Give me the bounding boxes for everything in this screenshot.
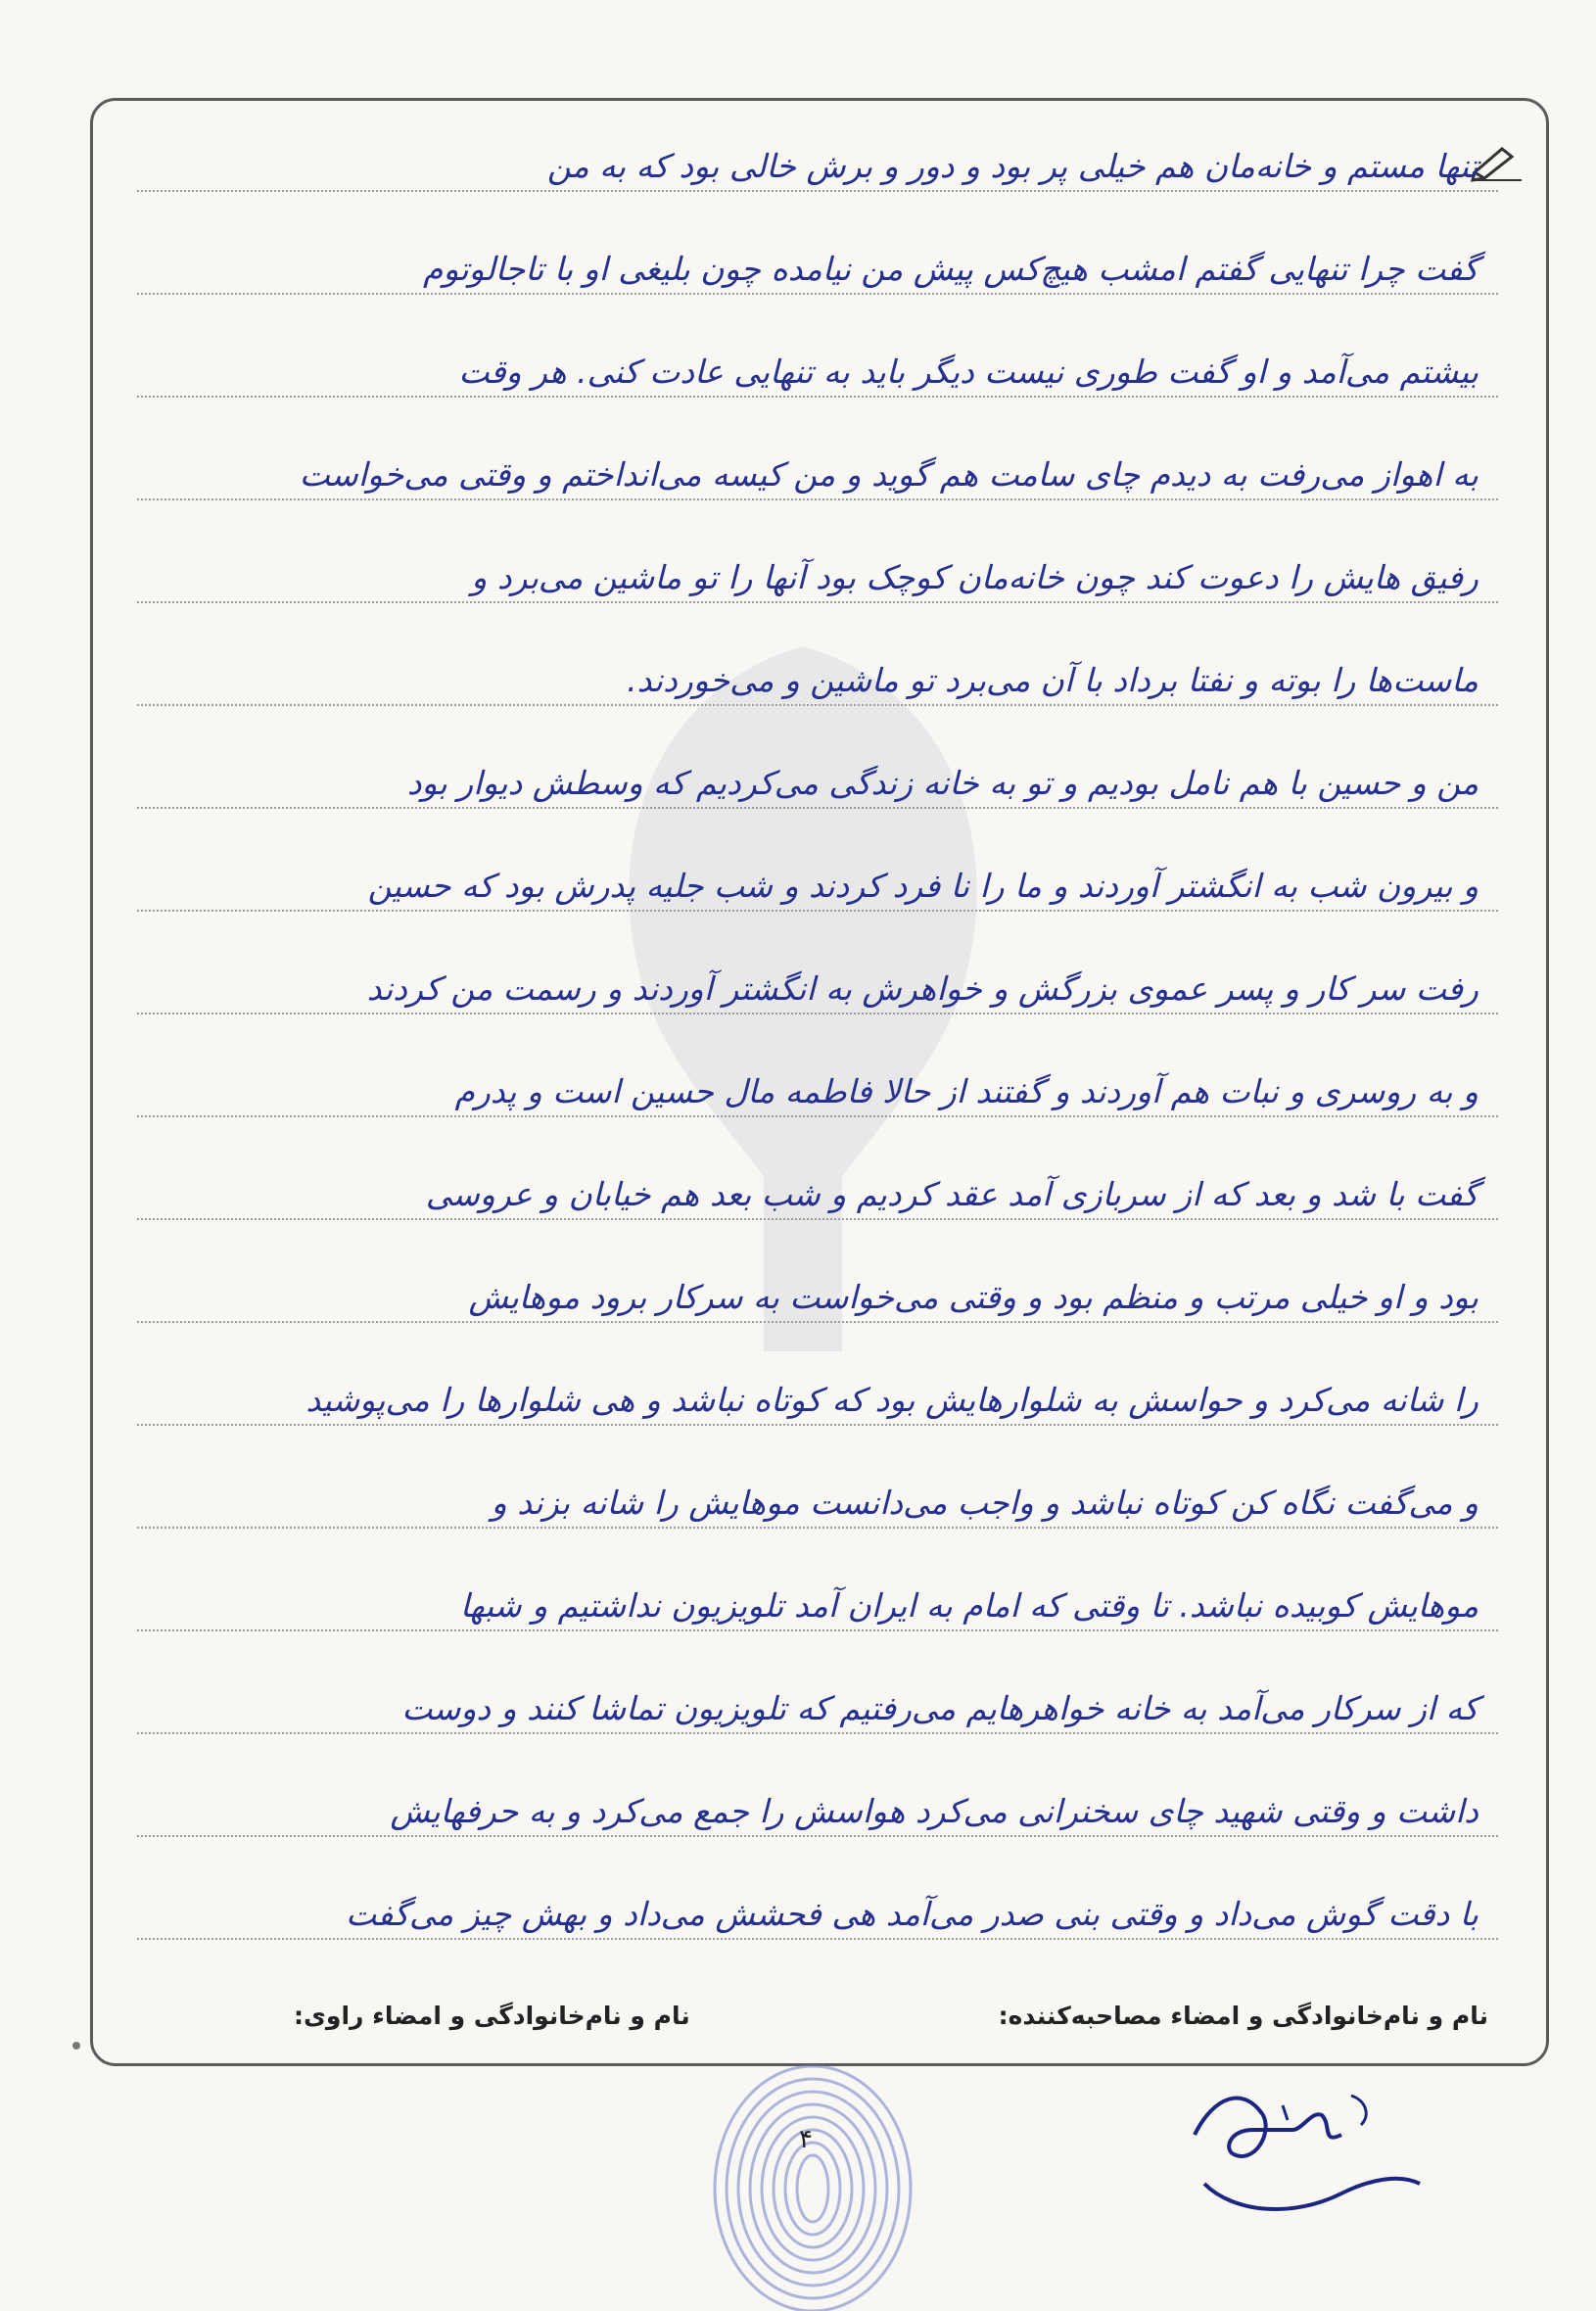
dotted-line — [137, 1937, 1498, 1940]
dotted-line — [137, 497, 1498, 500]
dotted-line — [137, 395, 1498, 398]
margin-dot — [72, 2042, 80, 2050]
narrator-label: نام و نام‌خانوادگی و امضاء راوی: — [294, 2002, 690, 2030]
handwritten-line: رفیق هایش را دعوت کند چون خانه‌مان کوچک بود آنها را تو ماشین می‌برد و — [471, 558, 1479, 596]
dotted-line — [137, 1628, 1498, 1631]
dotted-line — [137, 1320, 1498, 1323]
handwritten-line: ماست‌ها را بوته و نفتا برداد با آن می‌برد تو ماشین و می‌خوردند. — [627, 661, 1479, 699]
handwritten-line: گفت با شد و بعد که از سربازی آمد عقد کردیم و شب بعد هم خیابان و عروسی — [425, 1175, 1479, 1213]
signature-image — [1175, 2076, 1430, 2223]
dotted-line — [137, 1012, 1498, 1014]
dotted-line — [137, 1731, 1498, 1734]
handwritten-line: را شانه می‌کرد و حواسش به شلوارهایش بود که کوتاه نباشد و هی شلوارها را می‌پوشید — [305, 1381, 1479, 1419]
dotted-line — [137, 189, 1498, 192]
dotted-line — [137, 292, 1498, 295]
dotted-line — [137, 1114, 1498, 1117]
handwritten-line: بیشتم می‌آمد و او گفت طوری نیست دیگر باید به تنهایی عادت کنی. هر وقت — [458, 353, 1479, 391]
handwritten-line: من و حسین با هم نامل بودیم و تو به خانه زندگی می‌کردیم که وسطش دیوار بود — [406, 764, 1479, 802]
handwritten-line: و به روسری و نبات هم آوردند و گفتند از حالا فاطمه مال حسین است و پدرم — [454, 1072, 1479, 1110]
handwritten-line: داشت و وقتی شهید چای سخنرانی می‌کرد هواسش را جمع می‌کرد و به حرفهایش — [390, 1792, 1479, 1830]
handwritten-line: تنها مستم و خانه‌مان هم خیلی پر بود و دور و برش خالی بود که به من — [546, 147, 1479, 185]
handwritten-line: موهایش کوبیده نباشد. تا وقتی که امام به ایران آمد تلویزیون نداشتیم و شبها — [459, 1586, 1479, 1625]
fingerprint-image — [705, 2042, 920, 2311]
handwritten-line: با دقت گوش می‌داد و وقتی بنی صدر می‌آمد هی فحشش می‌داد و بهش چیز می‌گفت — [346, 1895, 1479, 1933]
page-number: ۴ — [799, 2125, 813, 2154]
dotted-line — [137, 1423, 1498, 1426]
dotted-line — [137, 1834, 1498, 1837]
handwritten-line: و می‌گفت نگاه کن کوتاه نباشد و واجب می‌دانست موهایش را شانه بزند و — [491, 1484, 1479, 1522]
handwritten-line: رفت سر کار و پسر عموی بزرگش و خواهرش به انگشتر آوردند و رسمت من کردند — [366, 969, 1479, 1008]
handwritten-line: که از سرکار می‌آمد به خانه خواهرهایم می‌رفتیم که تلویزیون تماشا کنند و دوست — [401, 1689, 1479, 1727]
dotted-line — [137, 1217, 1498, 1220]
dotted-line — [137, 1526, 1498, 1529]
dotted-line — [137, 703, 1498, 706]
handwritten-line: و بیرون شب به انگشتر آوردند و ما را نا فرد کردند و شب جلیه پدرش بود که حسین — [367, 867, 1479, 905]
interviewer-label: نام و نام‌خانوادگی و امضاء مصاحبه‌کننده: — [998, 2002, 1488, 2030]
dotted-line — [137, 806, 1498, 809]
dotted-line — [137, 600, 1498, 603]
dotted-line — [137, 909, 1498, 912]
handwritten-line: گفت چرا تنهایی گفتم امشب هیچ‌کس پیش من نیامده چون بلیغی او با تاجالوتوم — [423, 250, 1479, 288]
handwritten-line: به اهواز می‌رفت به دیدم چای سامت هم ‌گوید و من کیسه می‌انداختم و وقتی می‌خواست — [299, 455, 1479, 494]
handwritten-line: بود و او خیلی مرتب و منظم بود و وقتی می‌خواست به سرکار برود موهایش — [468, 1278, 1479, 1316]
